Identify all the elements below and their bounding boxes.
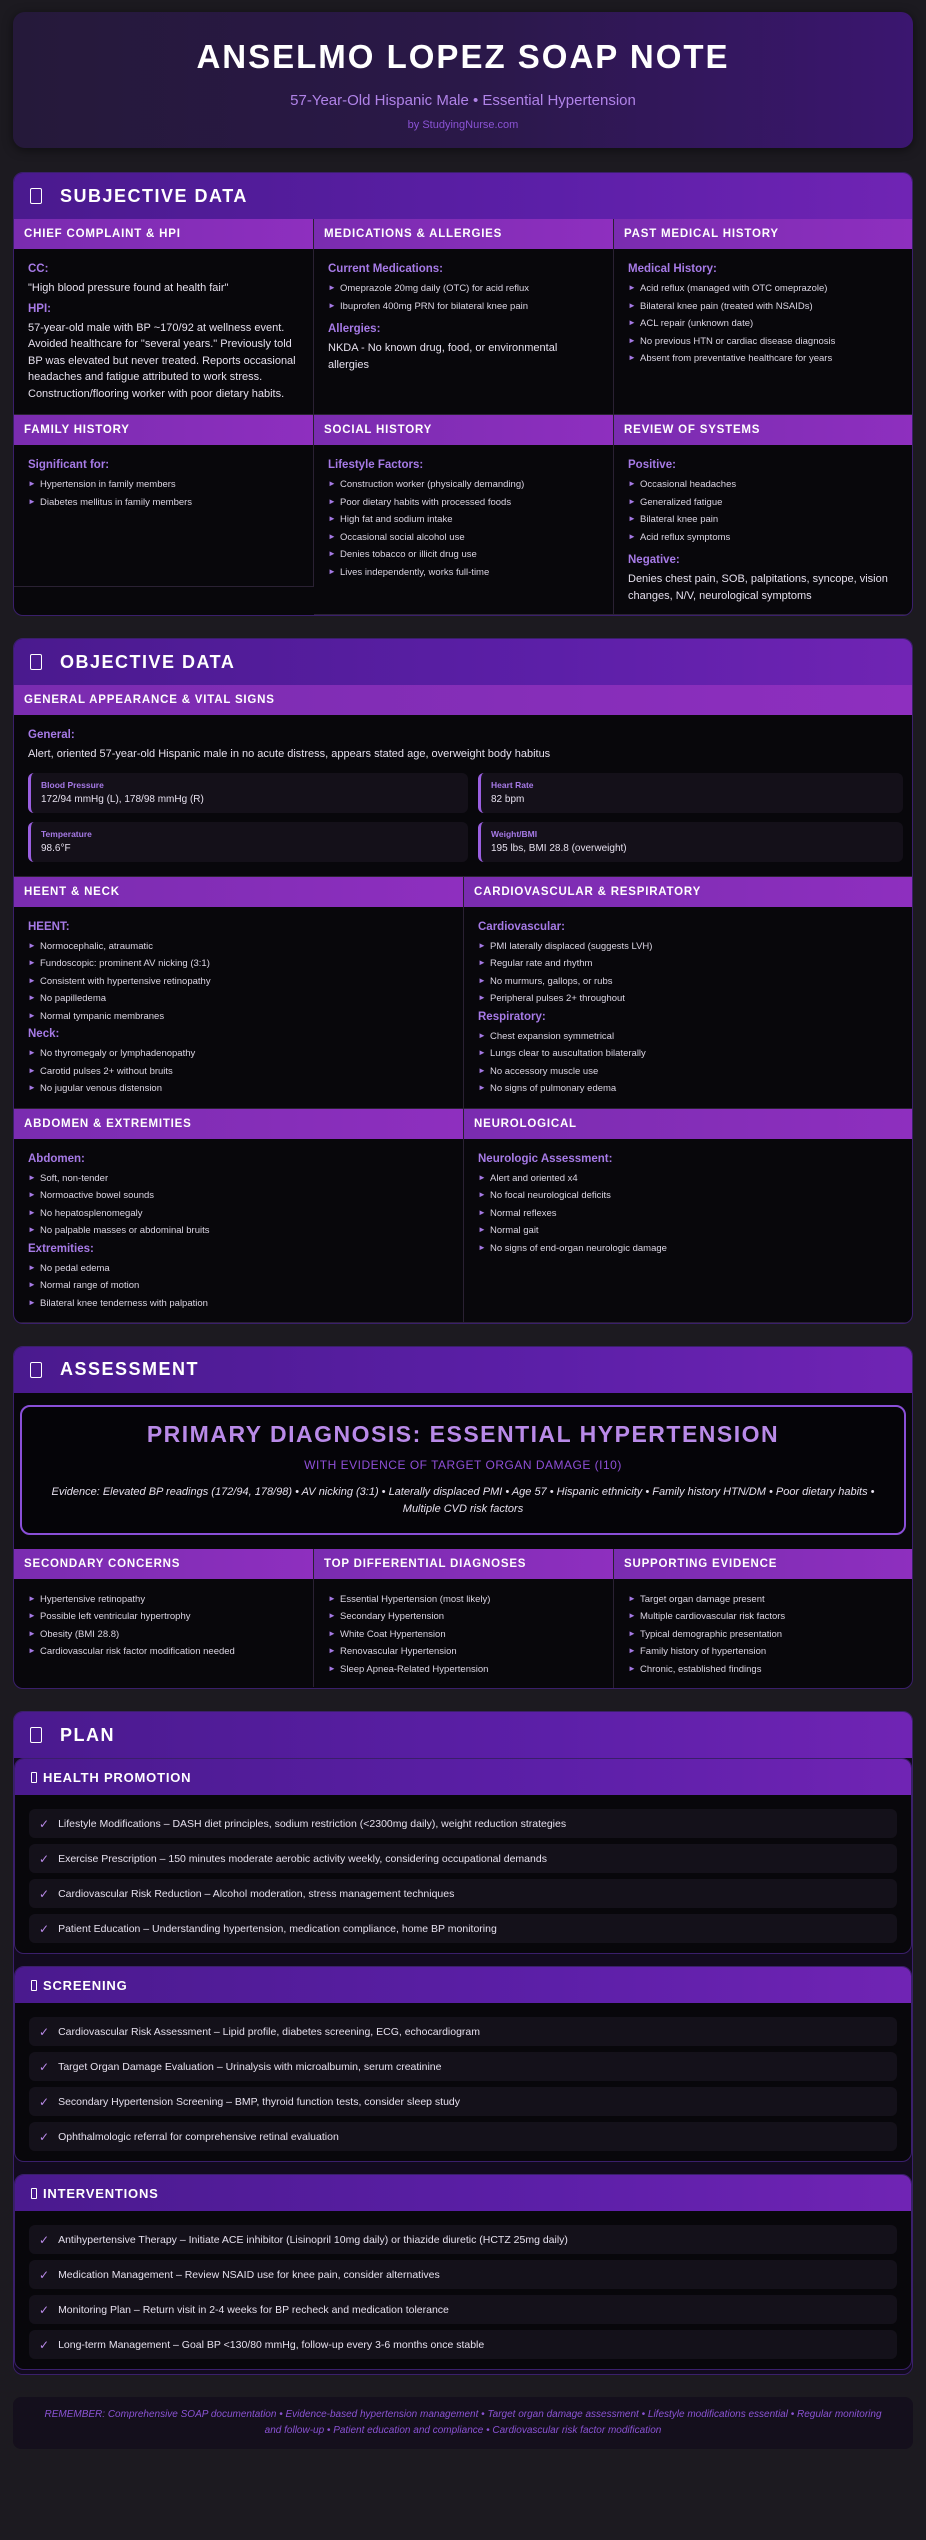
list-item: ► Renovascular Hypertension — [328, 1643, 599, 1661]
list-item: ► High fat and sodium intake — [328, 511, 599, 529]
cardio-label: Cardiovascular: — [478, 920, 565, 933]
list-item: ► No murmurs, gallops, or rubs — [478, 973, 899, 991]
list-item: ► PMI laterally displaced (suggests LVH) — [478, 938, 899, 956]
list-item: ► Obesity (BMI 28.8) — [28, 1626, 299, 1644]
card-heading: SUPPORTING EVIDENCE — [614, 1549, 913, 1579]
list-item: ► Sleep Apnea-Related Hypertension — [328, 1661, 599, 1679]
list-item: ► Carotid pulses 2+ without bruits — [28, 1063, 449, 1081]
list-item: ► No jugular venous distension — [28, 1080, 449, 1098]
list-item: ► Consistent with hypertensive retinopathy — [28, 973, 449, 991]
diagnosis-icon — [30, 1362, 42, 1378]
vital-value: 82 bpm — [491, 793, 525, 805]
list-item: ► Lives independently, works full-time — [328, 564, 599, 582]
list-item: ► Family history of hypertension — [628, 1643, 900, 1661]
plan-item-text: Cardiovascular Risk Reduction – Alcohol moderation, stress management techniques — [58, 1887, 455, 1900]
heent-card — [14, 877, 464, 1109]
plan-subheading-label: SCREENING — [43, 1977, 128, 1993]
list-item: ► Occasional social alcohol use — [328, 529, 599, 547]
chief-complaint-card — [14, 219, 314, 415]
assessment-section — [13, 1346, 913, 1690]
list-item: ► Normal tympanic membranes — [28, 1008, 449, 1026]
abdomen-card — [14, 1109, 464, 1323]
list-item: ► No previous HTN or cardiac disease diagnosis — [628, 333, 899, 351]
list-item: ► Chronic, established findings — [628, 1661, 900, 1679]
plan-title: PLAN — [60, 1724, 115, 1745]
family-history-card — [14, 415, 314, 587]
list-item: ► Multiple cardiovascular risk factors — [628, 1608, 900, 1626]
diagnosis-subtitle: WITH EVIDENCE OF TARGET ORGAN DAMAGE (I10) — [304, 1457, 622, 1472]
plan-item-text: Patient Education – Understanding hypertension, medication compliance, home BP monitoring — [58, 1922, 497, 1935]
vital-label: Heart Rate — [491, 779, 534, 790]
ros-negative-label: Negative: — [628, 554, 680, 566]
extremities-list — [28, 1260, 449, 1313]
plan-item-text: Ophthalmologic referral for comprehensive retinal evaluation — [58, 2130, 339, 2143]
meds-list — [328, 280, 599, 315]
plan-item — [29, 1879, 897, 1908]
secondary-concerns-card — [14, 1549, 314, 1687]
card-heading: TOP DIFFERENTIAL DIAGNOSES — [314, 1549, 613, 1579]
list-item: ► Occasional headaches — [628, 476, 900, 494]
diagnosis-evidence: Evidence: Elevated BP readings (172/94, 178/98) • AV nicking (3:1) • Laterally displaced PMI • Age 57 • Hispanic ethnicity • Family history HTN/DM • Poor dietary habits • Multiple CVD risk factors — [51, 1485, 875, 1516]
list-item: ► Typical demographic presentation — [628, 1626, 900, 1644]
check-icon: ✓ — [39, 2267, 50, 2282]
neuro-list — [478, 1170, 900, 1258]
general-text: Alert, oriented 57-year-old Hispanic male in no acute distress, appears stated age, overweight body habitus — [28, 748, 551, 760]
plan-subheading — [15, 1967, 911, 2003]
vital-value: 98.6°F — [41, 842, 71, 854]
list-item: ► Fundoscopic: prominent AV nicking (3:1) — [28, 955, 449, 973]
neuro-label: Neurologic Assessment: — [478, 1152, 613, 1165]
plan-item — [29, 2052, 897, 2081]
list-item: ► Normal gait — [478, 1222, 900, 1240]
vital-blood-pressure — [28, 773, 468, 813]
assessment-title: ASSESSMENT — [60, 1359, 200, 1379]
list-item: ► Construction worker (physically demanding) — [328, 476, 599, 494]
list-item: ► Bilateral knee pain — [628, 511, 900, 529]
pill-icon — [31, 2188, 37, 2199]
list-item: ► Omeprazole 20mg daily (OTC) for acid reflux — [328, 280, 599, 298]
check-icon: ✓ — [39, 2129, 50, 2144]
plan-item-text: Target Organ Damage Evaluation – Urinalysis with microalbumin, serum creatinine — [58, 2060, 442, 2073]
search-icon — [31, 1980, 37, 1991]
vitals-grid — [28, 773, 898, 862]
plan-header — [14, 1712, 912, 1758]
current-meds-label: Current Medications: — [328, 263, 444, 275]
family-list — [28, 476, 299, 511]
list-item: ► Chest expansion symmetrical — [478, 1028, 899, 1046]
list-item: ► Possible left ventricular hypertrophy — [28, 1608, 299, 1626]
vital-label: Temperature — [41, 828, 92, 839]
card-heading: SECONDARY CONCERNS — [14, 1549, 313, 1579]
vital-value: 195 lbs, BMI 28.8 (overweight) — [491, 842, 627, 854]
list-item: ► No papilledema — [28, 990, 449, 1008]
list-item: ► Acid reflux symptoms — [628, 529, 900, 547]
pmh-label: Medical History: — [628, 263, 717, 275]
footer-reminder: REMEMBER: Comprehensive SOAP documentation • Evidence-based hypertension management • Target organ damage assessment • Lifestyle modifications essential • Regular monitoring and follow-up • Patient education and compliance • Cardiovascular risk factor modification — [13, 2397, 913, 2449]
list-item: ► Peripheral pulses 2+ throughout — [478, 990, 899, 1008]
plan-item — [29, 2087, 897, 2116]
social-history-card — [314, 415, 614, 615]
list-item: ► Bilateral knee tenderness with palpation — [28, 1295, 449, 1313]
plan-item — [29, 1809, 897, 1838]
cardio-list — [478, 938, 899, 1008]
list-item: ► Hypertensive retinopathy — [28, 1591, 299, 1609]
card-heading: GENERAL APPEARANCE & VITAL SIGNS — [14, 685, 912, 715]
list-item: ► No focal neurological deficits — [478, 1187, 900, 1205]
neck-list — [28, 1045, 449, 1098]
extremities-label: Extremities: — [28, 1242, 94, 1255]
card-heading: REVIEW OF SYSTEMS — [614, 415, 913, 445]
card-heading: SOCIAL HISTORY — [314, 415, 613, 445]
list-item: ► Ibuprofen 400mg PRN for bilateral knee pain — [328, 298, 599, 316]
plan-item-text: Long-term Management – Goal BP <130/80 mmHg, follow-up every 3-6 months once stable — [58, 2338, 485, 2351]
plan-item-text: Secondary Hypertension Screening – BMP, thyroid function tests, consider sleep study — [58, 2095, 461, 2108]
vital-label: Weight/BMI — [491, 828, 538, 839]
plan-subheading-label: HEALTH PROMOTION — [43, 1769, 192, 1785]
list-item: ► Target organ damage present — [628, 1591, 900, 1609]
card-heading: NEUROLOGICAL — [464, 1109, 913, 1139]
interventions-card — [14, 2174, 912, 2370]
supporting-evidence-card — [614, 1549, 913, 1689]
byline: by StudyingNurse.com — [407, 119, 519, 131]
general-label: General: — [28, 729, 75, 741]
screening-card — [14, 1966, 912, 2162]
check-icon: ✓ — [39, 1886, 50, 1901]
check-icon: ✓ — [39, 1921, 50, 1936]
heart-icon — [31, 1772, 37, 1783]
pmh-list — [628, 280, 899, 368]
list-item: ► Soft, non-tender — [28, 1170, 449, 1188]
subjective-section — [13, 172, 913, 616]
vital-label: Blood Pressure — [41, 779, 104, 790]
list-item: ► Lungs clear to auscultation bilaterally — [478, 1045, 899, 1063]
plan-icon — [30, 1727, 42, 1743]
card-heading: HEENT & NECK — [14, 877, 463, 907]
social-list — [328, 476, 599, 581]
check-icon: ✓ — [39, 1851, 50, 1866]
card-heading: MEDICATIONS & ALLERGIES — [314, 219, 613, 249]
check-icon: ✓ — [39, 2232, 50, 2247]
plan-subheading — [15, 2175, 911, 2211]
vital-value: 172/94 mmHg (L), 178/98 mmHg (R) — [41, 793, 204, 805]
plan-item-text: Lifestyle Modifications – DASH diet principles, sodium restriction (<2300mg daily), weight reduction strategies — [58, 1817, 567, 1830]
page-subtitle: 57-Year-Old Hispanic Male • Essential Hypertension — [290, 92, 636, 109]
plan-subheading-label: INTERVENTIONS — [43, 2185, 159, 2201]
card-heading: PAST MEDICAL HISTORY — [614, 219, 913, 249]
differentials-card — [314, 1549, 614, 1689]
ros-negative-text: Denies chest pain, SOB, palpitations, syncope, vision changes, N/V, neurological symptoms — [628, 573, 888, 602]
heent-label: HEENT: — [28, 920, 70, 933]
hpi-text: 57-year-old male with BP ~170/92 at wellness event. Avoided healthcare for "several years." Previously told BP was elevated but never treated. Reports occasional headaches and fatigue attributed to work stress. Construction/flooring worker with poor dietary habits. — [28, 321, 296, 400]
check-icon: ✓ — [39, 2094, 50, 2109]
allergies-label: Allergies: — [328, 323, 381, 335]
general-vitals-card — [14, 685, 912, 877]
check-icon: ✓ — [39, 2337, 50, 2352]
assessment-header — [14, 1347, 912, 1393]
objective-section — [13, 638, 913, 1324]
page-title: ANSELMO LOPEZ SOAP NOTE — [196, 38, 730, 75]
ros-positive-list — [628, 476, 900, 546]
secondary-list — [28, 1591, 299, 1661]
list-item: ► Absent from preventative healthcare for years — [628, 350, 899, 368]
list-item: ► Diabetes mellitus in family members — [28, 494, 299, 512]
cc-text: "High blood pressure found at health fair" — [28, 282, 229, 294]
ros-positive-label: Positive: — [628, 459, 676, 471]
objective-title: OBJECTIVE DATA — [60, 651, 236, 672]
plan-item — [29, 2295, 897, 2324]
list-item: ► Normoactive bowel sounds — [28, 1187, 449, 1205]
stethoscope-icon — [30, 654, 42, 670]
differentials-list — [328, 1591, 599, 1679]
plan-item-text: Cardiovascular Risk Assessment – Lipid profile, diabetes screening, ECG, echocardiogram — [58, 2025, 481, 2038]
cardio-resp-card — [464, 877, 913, 1109]
neuro-card — [464, 1109, 913, 1323]
resp-list — [478, 1028, 899, 1098]
plan-item-text: Antihypertensive Therapy – Initiate ACE inhibitor (Lisinopril 10mg daily) or thiazide diuretic (HCTZ 25mg daily) — [58, 2233, 568, 2246]
plan-item-text: Exercise Prescription – 150 minutes moderate aerobic activity weekly, considering occupational demands — [58, 1852, 547, 1865]
list-item: ► Secondary Hypertension — [328, 1608, 599, 1626]
plan-section — [13, 1711, 913, 2375]
allergies-text: NKDA - No known drug, food, or environmental allergies — [328, 342, 558, 371]
ros-card — [614, 415, 913, 615]
list-item: ► Cardiovascular risk factor modification needed — [28, 1643, 299, 1661]
page-header — [13, 12, 913, 148]
vital-weight-bmi — [478, 822, 903, 862]
list-item: ► No signs of end-organ neurologic damage — [478, 1240, 900, 1258]
list-item: ► Bilateral knee pain (treated with NSAIDs) — [628, 298, 899, 316]
cc-label: CC: — [28, 263, 49, 275]
social-label: Lifestyle Factors: — [328, 459, 424, 471]
list-item: ► No palpable masses or abdominal bruits — [28, 1222, 449, 1240]
card-heading: FAMILY HISTORY — [14, 415, 313, 445]
check-icon: ✓ — [39, 2059, 50, 2074]
list-item: ► Regular rate and rhythm — [478, 955, 899, 973]
plan-item — [29, 2122, 897, 2151]
plan-item — [29, 2017, 897, 2046]
check-icon: ✓ — [39, 2302, 50, 2317]
list-item: ► No thyromegaly or lymphadenopathy — [28, 1045, 449, 1063]
primary-diagnosis-box — [20, 1405, 906, 1535]
abdomen-list — [28, 1170, 449, 1240]
list-item: ► Hypertension in family members — [28, 476, 299, 494]
heent-list — [28, 938, 449, 1026]
plan-item-text: Medication Management – Review NSAID use for knee pain, consider alternatives — [58, 2268, 440, 2281]
medications-card — [314, 219, 614, 415]
subjective-header — [14, 173, 912, 219]
card-heading: CARDIOVASCULAR & RESPIRATORY — [464, 877, 913, 907]
card-heading: ABDOMEN & EXTREMITIES — [14, 1109, 463, 1139]
neck-label: Neck: — [28, 1028, 60, 1040]
vital-temperature — [28, 822, 468, 862]
list-item: ► No pedal edema — [28, 1260, 449, 1278]
list-item: ► Poor dietary habits with processed foods — [328, 494, 599, 512]
list-item: ► ACL repair (unknown date) — [628, 315, 899, 333]
list-item: ► Denies tobacco or illicit drug use — [328, 546, 599, 564]
list-item: ► No signs of pulmonary edema — [478, 1080, 899, 1098]
plan-item-text: Monitoring Plan – Return visit in 2-4 weeks for BP recheck and medication tolerance — [58, 2303, 449, 2316]
check-icon: ✓ — [39, 1816, 50, 1831]
objective-header — [14, 639, 912, 685]
list-item: ► Essential Hypertension (most likely) — [328, 1591, 599, 1609]
list-item: ► No hepatosplenomegaly — [28, 1205, 449, 1223]
plan-item — [29, 1844, 897, 1873]
clipboard-icon — [30, 188, 42, 204]
abdomen-label: Abdomen: — [28, 1152, 85, 1165]
plan-item — [29, 2260, 897, 2289]
supporting-list — [628, 1591, 900, 1679]
list-item: ► Normal reflexes — [478, 1205, 900, 1223]
list-item: ► Acid reflux (managed with OTC omeprazole) — [628, 280, 899, 298]
plan-item — [29, 1914, 897, 1943]
hpi-label: HPI: — [28, 302, 51, 315]
pmh-card — [614, 219, 913, 415]
subjective-title: SUBJECTIVE DATA — [60, 185, 248, 206]
family-label: Significant for: — [28, 459, 110, 471]
list-item: ► Generalized fatigue — [628, 494, 900, 512]
list-item: ► Alert and oriented x4 — [478, 1170, 900, 1188]
list-item: ► Normal range of motion — [28, 1277, 449, 1295]
card-heading: CHIEF COMPLAINT & HPI — [14, 219, 313, 249]
resp-label: Respiratory: — [478, 1010, 546, 1023]
check-icon: ✓ — [39, 2024, 50, 2039]
list-item: ► White Coat Hypertension — [328, 1626, 599, 1644]
health-promotion-card — [14, 1758, 912, 1954]
plan-item — [29, 2330, 897, 2359]
vital-heart-rate — [478, 773, 903, 813]
primary-diagnosis: PRIMARY DIAGNOSIS: ESSENTIAL HYPERTENSION — [146, 1420, 780, 1447]
list-item: ► No accessory muscle use — [478, 1063, 899, 1081]
plan-item — [29, 2225, 897, 2254]
list-item: ► Normocephalic, atraumatic — [28, 938, 449, 956]
plan-subheading — [15, 1759, 911, 1795]
